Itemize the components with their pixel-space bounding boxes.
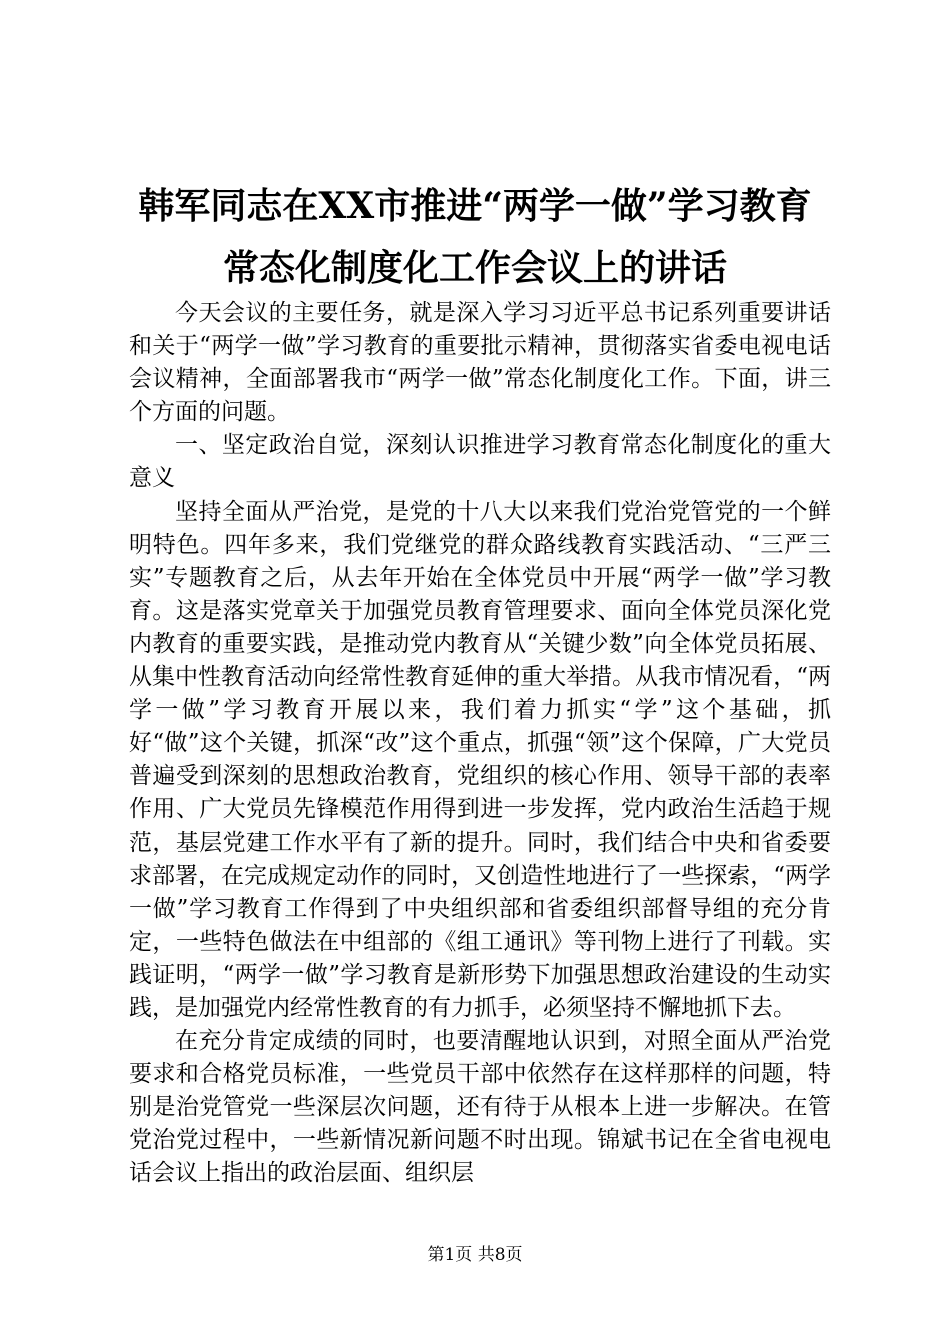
page-footer: 第1页 共8页 xyxy=(427,1245,523,1265)
paragraph-3: 在充分肯定成绩的同时，也要清醒地认识到，对照全面从严治党要求和合格党员标准，一些党员干部中依然存在这样那样的问题，特别是治党管党一些深层次问题，还有待于从根本上进一步解决。在管党治党过程中，一些新情况新问题不时出现。锦斌书记在全省电视电话会议上指出的政治层面、组织层 xyxy=(129,1028,831,1187)
paragraph-intro: 今天会议的主要任务，就是深入学习习近平总书记系列重要讲话和关于“两学一做”学习教育的重要批示精神，贯彻落实省委电视电话会议精神，全面部署我市“两学一做”常态化制度化工作。下面，讲三个方面的问题。 xyxy=(129,300,831,426)
title-line-1: 韩军同志在XX市推进“两学一做”学习教育 xyxy=(138,185,812,227)
section-heading-1: 一、坚定政治自觉，深刻认识推进学习教育常态化制度化的重大意义 xyxy=(129,432,831,492)
document-body xyxy=(129,297,831,1191)
title-line-2: 常态化制度化工作会议上的讲话 xyxy=(222,247,727,289)
paragraph-2: 坚持全面从严治党，是党的十八大以来我们党治党管党的一个鲜明特色。四年多来，我们党继党的群众路线教育实践活动、“三严三实”专题教育之后，从去年开始在全体党员中开展“两学一做”学习教育。这是落实党章关于加强党员教育管理要求、面向全体党员深化党内教育的重要实践，是推动党内教育从“关键少数”向全体党员拓展、从集中性教育活动向经常性教育延伸的重大举措。从我市情况看，“两学一做”学习教育开展以来，我们着力抓实“学”这个基础，抓好“做”这个关键，抓深“改”这个重点，抓强“领”这个保障，广大党员普遍受到深刻的思想政治教育，党组织的核心作用、领导干部的表率作用、广大党员先锋模范作用得到进一步发挥，党内政治生活趋于规范，基层党建工作水平有了新的提升。同时，我们结合中央和省委要求部署，在完成规定动作的同时，又创造性地进行了一些探索，“两学一做”学习教育工作得到了中央组织部和省委组织部督导组的充分肯定，一些特色做法在中组部的《组工通讯》等刊物上进行了刊载。实践证明，“两学一做”学习教育是新形势下加强思想政治建设的生动实践，是加强党内经常性教育的有力抓手，必须坚持不懈地抓下去。 xyxy=(129,498,831,1021)
